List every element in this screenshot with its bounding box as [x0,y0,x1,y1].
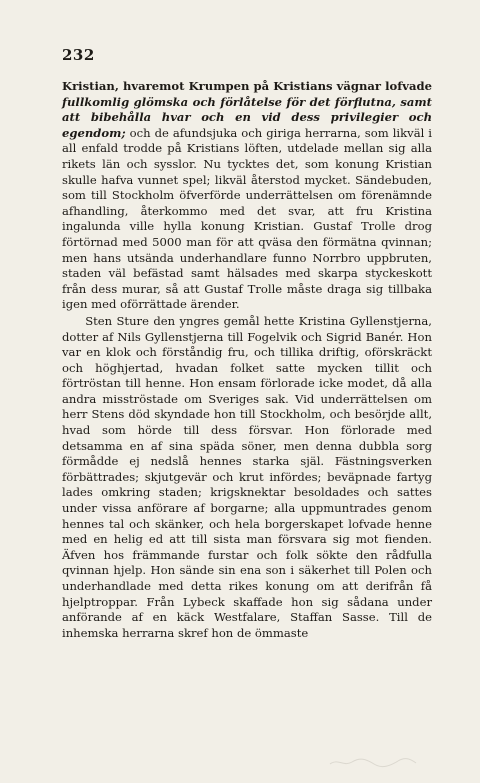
paragraph-1 [62,79,432,313]
paragraph-1-rest: och de afundsjuka och giriga herrarna, som likväl i all enfald trodde på Kristians löften, utdelade mellan sig alla rikets län och sysslor. Nu tycktes det, som konung Kristian skulle hafva vunnet spel; likväl återstod mycket. Sändebuden, som till Stockholm öfverförde underrättelsen om förenämnde afhandling, återkommo med det svar, att fru Kristina ingalunda ville hylla konung Kristian. Gustaf Trolle drog förtörnad med 5000 man för att qväsa den förmätna qvinnan; men hans utsända underhandlare funno Norrbro uppbruten, staden väl befästad samt hälsades med skarpa styckeskott från dess murar, så att Gustaf Trolle måste draga sig tillbaka igen med oförrättade ärender. [62,125,432,312]
paragraph-1-lead: Kristian, hvaremot Krumpen på Kristians vägnar lofvade [62,79,432,93]
paragraph-2: Sten Sture den yngres gemål hette Kristina Gyllenstjerna, dotter af Nils Gyllenstjerna till Fogelvik och Sigrid Banér. Hon var en klok och förståndig fru, och tillika driftig, oförskräckt och höghjertad, hvadan folket satte mycken tillit och förtröstan till henne. Hon ensam förlorade icke modet, då alla andra misströstade om Sveriges sak. Vid underrättelsen om herr Stens död skyndade hon till Stockholm, och besörjde allt, hvad som hörde till dess försvar. Hon förlorade med detsamma en af sina späda söner, men denna dubbla sorg förmådde ej nedslå hennes starka själ. Fästningsverken förbättrades; skjutgevär och krut infördes; beväpnade fartyg lades omkring staden; krigsknektar besoldades och sattes under vissa anförare af borgarne; alla uppmuntrades genom hennes tal och skänker, och hela borgerskapet lofvade henne med en helig ed att till sista man försvara sig mot fienden. Äfven hos främmande furstar och folk sökte den rådfulla qvinnan hjelp. Hon sände sin ena son i säkerhet till Polen och underhandlade med detta rikes konung om att derifrån få hjelptroppar. Från Lybeck skaffade hon sig sådana under anförande af en käck Westfalare, Staffan Sasse. Till de inhemska herrarna skref hon de ömmaste [62,313,432,640]
body-text [62,79,432,641]
watermark-scribble [328,755,418,769]
page-number: 232 [62,46,95,64]
paragraph-1-emphasis: fullkomlig glömska och förlåtelse för det förflutna, samt att bibehålla hvar och en vid dess privilegier och egendom; [62,94,432,140]
